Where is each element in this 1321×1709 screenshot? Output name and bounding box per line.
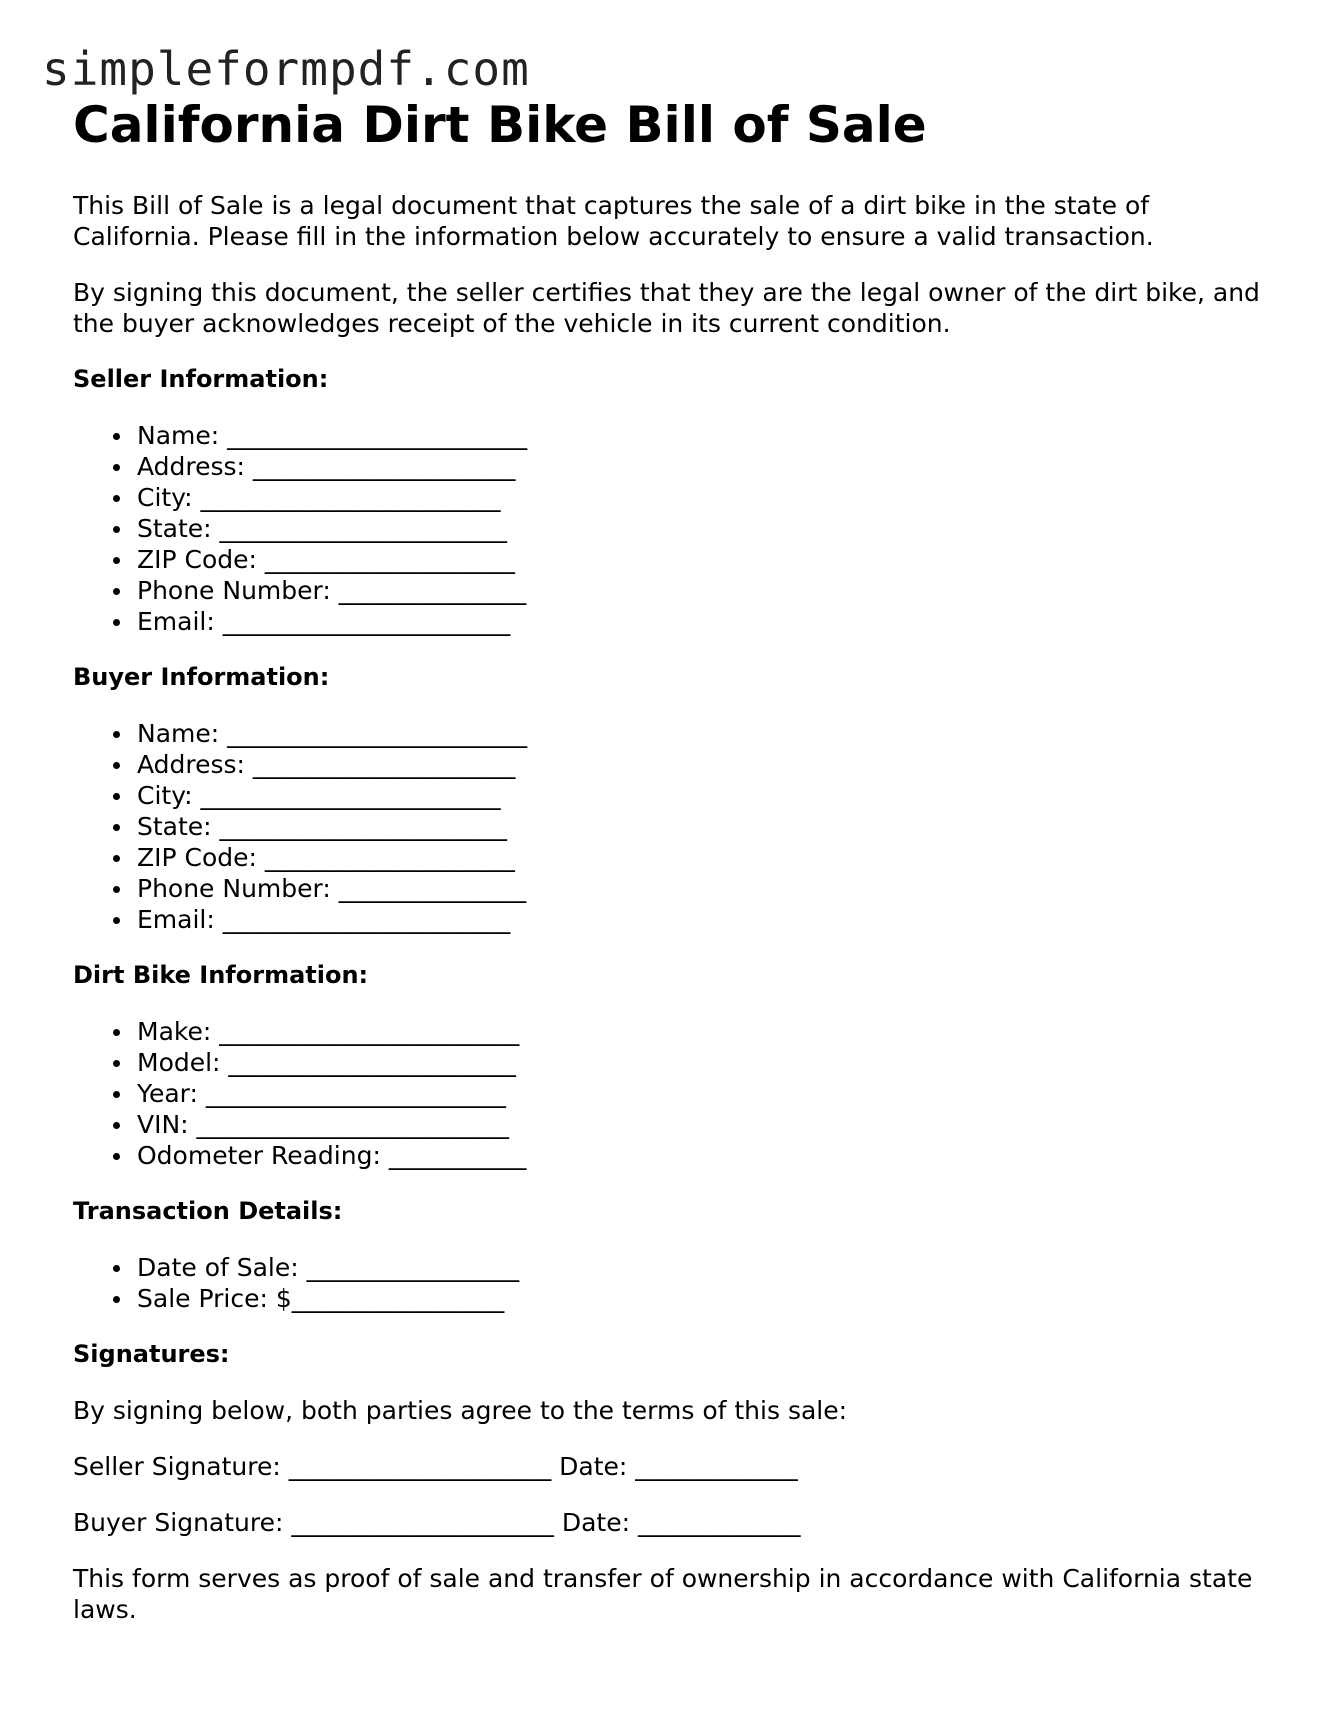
buyer-email-field[interactable]: Email: _______________________ — [137, 904, 1273, 935]
bike-vin-field[interactable]: VIN: _________________________ — [137, 1109, 1273, 1140]
buyer-name-field[interactable]: Name: ________________________ — [137, 718, 1273, 749]
bike-year-field[interactable]: Year: ________________________ — [137, 1078, 1273, 1109]
bike-fields-list — [73, 1016, 1273, 1171]
seller-city-field[interactable]: City: ________________________ — [137, 482, 1273, 513]
seller-zip-field[interactable]: ZIP Code: ____________________ — [137, 544, 1273, 575]
seller-phone-field[interactable]: Phone Number: _______________ — [137, 575, 1273, 606]
signatures-intro: By signing below, both parties agree to the terms of this sale: — [73, 1396, 848, 1425]
bike-section-heading: Dirt Bike Information: — [73, 961, 369, 989]
seller-section-heading: Seller Information: — [73, 365, 329, 393]
buyer-fields-list — [73, 718, 1273, 935]
bike-odometer-field[interactable]: Odometer Reading: ___________ — [137, 1140, 1273, 1171]
seller-fields-list — [73, 420, 1273, 637]
site-watermark: simpleformpdf.com — [42, 42, 530, 96]
seller-state-field[interactable]: State: _______________________ — [137, 513, 1273, 544]
seller-email-field[interactable]: Email: _______________________ — [137, 606, 1273, 637]
certification-paragraph: By signing this document, the seller certifies that they are the legal owner of the dirt bike, and the buyer acknowledges receipt of the vehicle in its current condition. — [73, 278, 1260, 338]
buyer-state-field[interactable]: State: _______________________ — [137, 811, 1273, 842]
seller-signature-line[interactable]: Seller Signature: _____________________ Date: _____________ — [73, 1452, 798, 1481]
date-of-sale-field[interactable]: Date of Sale: _________________ — [137, 1252, 1273, 1283]
bill-of-sale-document — [73, 92, 1273, 1625]
transaction-fields-list — [73, 1252, 1273, 1314]
signatures-section-heading: Signatures: — [73, 1340, 230, 1368]
seller-name-field[interactable]: Name: ________________________ — [137, 420, 1273, 451]
bike-model-field[interactable]: Model: _______________________ — [137, 1047, 1273, 1078]
buyer-city-field[interactable]: City: ________________________ — [137, 780, 1273, 811]
closing-statement: This form serves as proof of sale and transfer of ownership in accordance with California state laws. — [73, 1564, 1253, 1624]
document-title: California Dirt Bike Bill of Sale — [73, 96, 927, 154]
sale-price-field[interactable]: Sale Price: $_________________ — [137, 1283, 1273, 1314]
seller-address-field[interactable]: Address: _____________________ — [137, 451, 1273, 482]
buyer-phone-field[interactable]: Phone Number: _______________ — [137, 873, 1273, 904]
buyer-section-heading: Buyer Information: — [73, 663, 330, 691]
buyer-address-field[interactable]: Address: _____________________ — [137, 749, 1273, 780]
bike-make-field[interactable]: Make: ________________________ — [137, 1016, 1273, 1047]
intro-paragraph: This Bill of Sale is a legal document that captures the sale of a dirt bike in the state of California. Please fill in the information below accurately to ensure a valid transaction. — [73, 191, 1154, 251]
transaction-section-heading: Transaction Details: — [73, 1197, 343, 1225]
buyer-signature-line[interactable]: Buyer Signature: _____________________ Date: _____________ — [73, 1508, 801, 1537]
buyer-zip-field[interactable]: ZIP Code: ____________________ — [137, 842, 1273, 873]
